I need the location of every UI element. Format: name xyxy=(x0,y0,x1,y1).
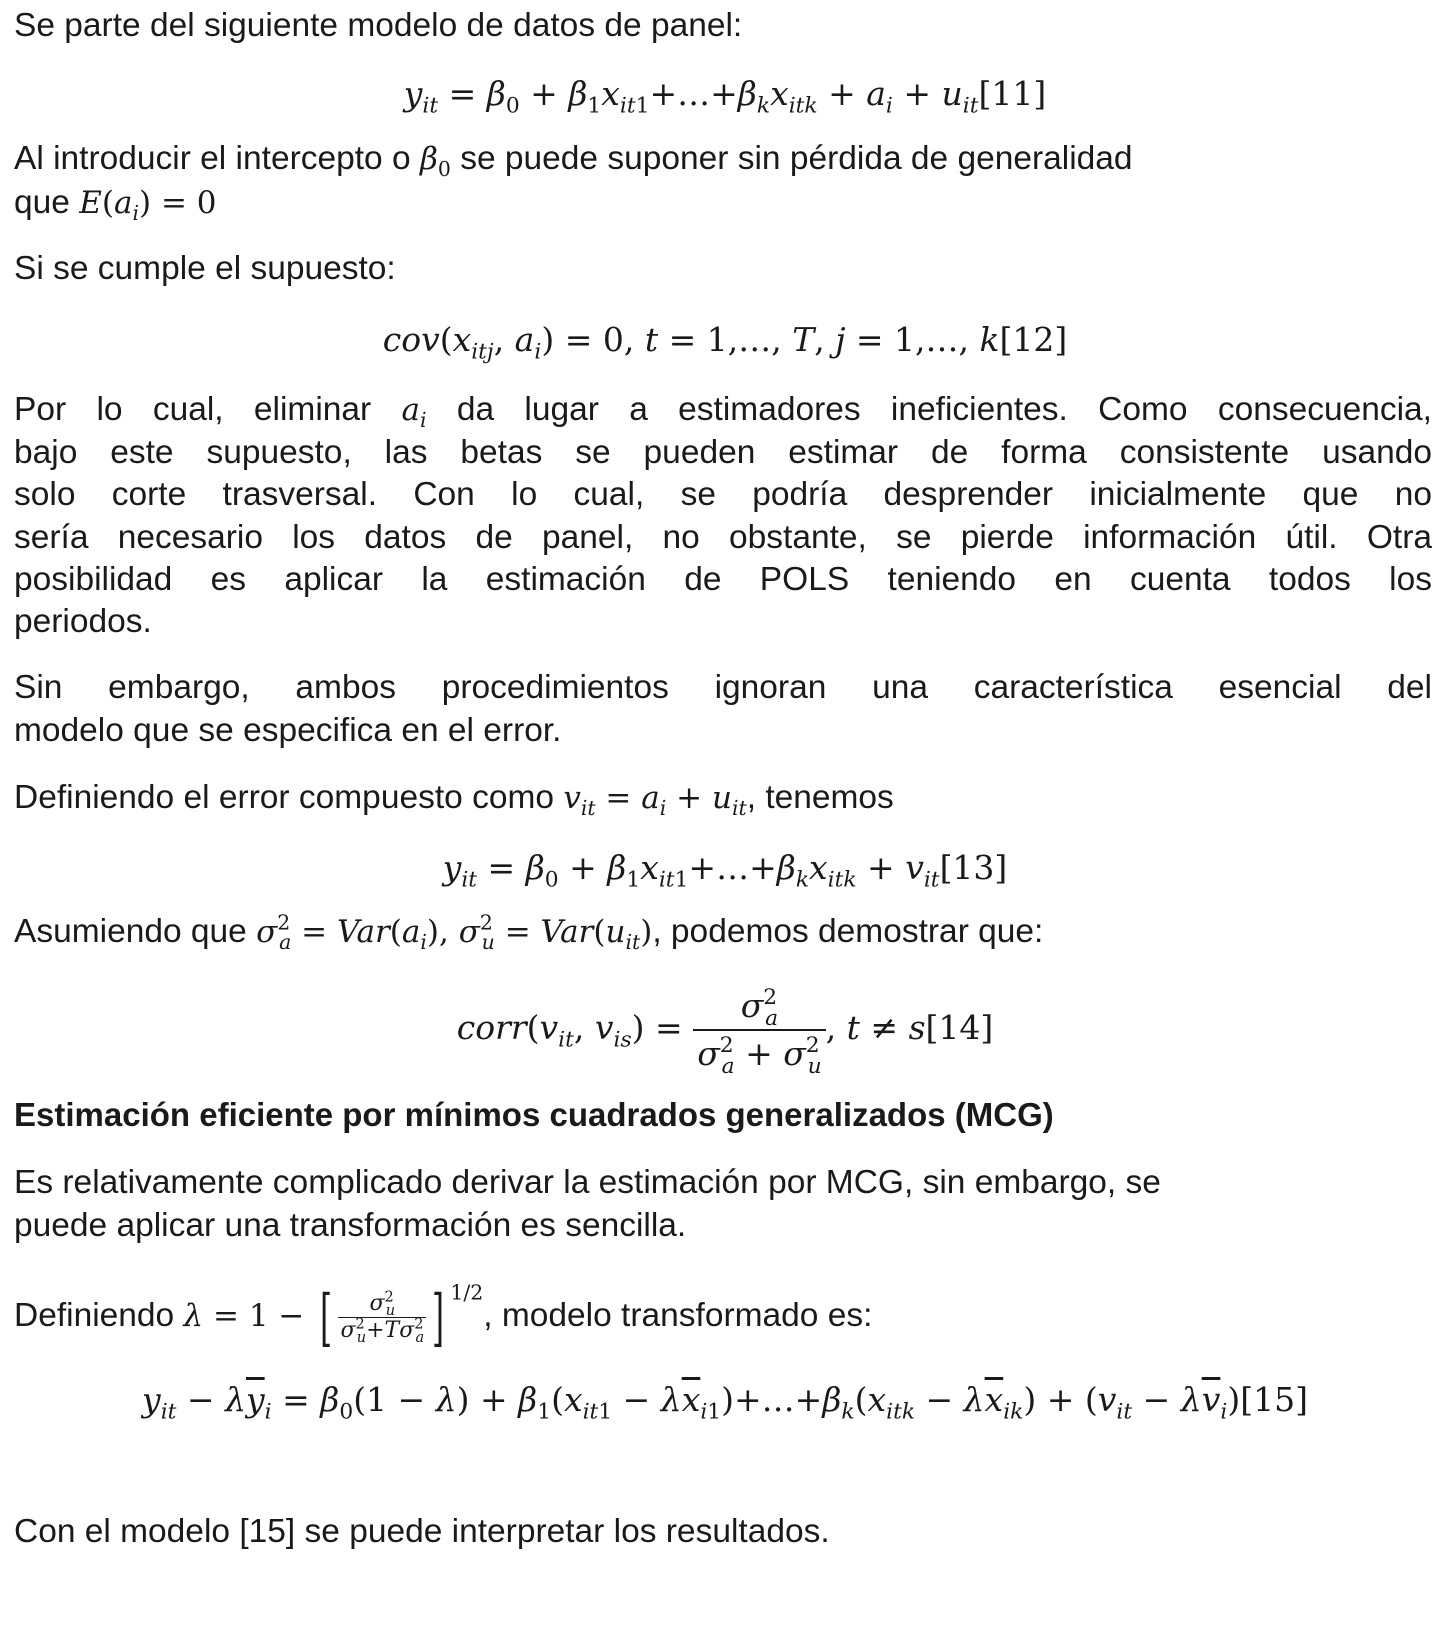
paragraph-ignore-l2: modelo que se especifica en el error. xyxy=(14,712,562,749)
paragraph-lambda-text-b: , modelo transformado es: xyxy=(483,1297,873,1334)
equation-11: $y_{it} = \beta_0$ + $\beta_1x_{it1}+\dots+\beta_kx_{itk} + a_i + u_{it}[11]$ xyxy=(403,74,1047,119)
paragraph-inefficient-l6: periodos. xyxy=(14,603,152,640)
paragraph-inefficient-text-b: da lugar a estimadores ineficientes. Como consecuencia, xyxy=(456,391,1432,428)
equation-14-label: [14] xyxy=(925,1008,994,1047)
paragraph-inefficient-l5: posibilidad es aplicar la estimación de POLS teniendo en cuenta todos los xyxy=(14,561,1432,598)
equation-12: $cov(x_{itj}$, $a_i) = 0$, t = 1,…, T, j = 1,…, k[12] xyxy=(382,320,1068,365)
paragraph-intercept: Al introducir el intercepto o $\beta_0$ se puede suponer sin pérdida de generalidad xyxy=(14,140,1133,182)
paragraph-intercept-text-c: que xyxy=(14,184,70,221)
paragraph-intercept-text-b: se puede suponer sin pérdida de generalidad xyxy=(460,140,1133,177)
paragraph-composite-error: Definiendo el error compuesto como $v_{it} = a_i + u_{it}$, tenemos xyxy=(14,779,894,821)
equation-15-label: [15] xyxy=(1240,1380,1308,1419)
paragraph-conclusion: Con el modelo [15] se puede interpretar los resultados. xyxy=(14,1513,830,1550)
paragraph-intercept-text-a: Al introducir el intercepto o xyxy=(14,140,411,177)
equation-13-label: [13] xyxy=(939,848,1008,887)
paragraph-intercept-line2: que $E(a_i) = 0$ xyxy=(14,184,217,226)
paragraph-lambda: Definiendo λ = 1 − [ $\frac{\sigma^2_u}{\sigma^2_u+T\sigma^2_a}$ ] $^{1/2}$, modelo transformado es: xyxy=(14,1280,873,1354)
paragraph-lambda-text-a: Definiendo xyxy=(14,1297,175,1334)
paragraph-variances-text-b: , podemos demostrar que: xyxy=(652,913,1044,950)
paragraph-ignore-l1: Sin embargo, ambos procedimientos ignoran una característica esencial del xyxy=(14,669,1432,706)
paragraph-assumption: Si se cumple el supuesto: xyxy=(14,250,396,287)
paragraph-inefficient-l4: sería necesario los datos de panel, no obstante, se pierde información útil. Otra xyxy=(14,519,1432,556)
paragraph-mcg-l2: puede aplicar una transformación es sencilla. xyxy=(14,1207,687,1244)
equation-13: $y_{it} = \beta_0$ + $\beta_1x_{it1}+\dots+\beta_kx_{itk} + v_{it}[13]$ xyxy=(442,848,1008,893)
paragraph-inefficient-l2: bajo este supuesto, las betas se pueden estimar de forma consistente usando xyxy=(14,434,1432,471)
equation-14: $corr(v_{it}$, $v_{is}$) = $\frac{\sigma^2_a}{\sigma^2_a + \sigma^2_u}$ , t ≠ s[14] xyxy=(456,984,994,1079)
equation-15: $y_{it} - \lambda\overline{y}_i = \beta_0(1 - \lambda) + \beta_1(x_{it1}$ − $\lambda\overline{x}_{i1})+\dots+\beta_k(x_{itk} - \lambda\overline{x}_{ik}) + (v_{it} - \lambda\overline{v}_i)[15]$ xyxy=(142,1380,1308,1425)
paragraph-variances: Asumiendo que $\sigma^2_a = Var(a_i)$, $\sigma^2_u = Var(u_{it})$, podemos demostrar que: xyxy=(14,910,1044,955)
equation-14-fraction: $\frac{\sigma^2_a}{\sigma^2_a + \sigma^2_u}$ xyxy=(693,983,826,1077)
paragraph-inefficient-l3: solo corte trasversal. Con lo cual, se podría desprender inicialmente que no xyxy=(14,476,1432,513)
paragraph-mcg-l1: Es relativamente complicado derivar la estimación por MCG, sin embargo, se xyxy=(14,1164,1161,1201)
paragraph-composite-text-b: , tenemos xyxy=(746,779,894,816)
section-heading: Estimación eficiente por mínimos cuadrados generalizados (MCG) xyxy=(14,1096,1054,1133)
paragraph-inefficient-l1: Por lo cual, eliminar $a_i$ da lugar a estimadores ineficientes. Como consecuencia, xyxy=(14,391,1432,433)
lambda-fraction: $\frac{\sigma^2_u}{\sigma^2_u+T\sigma^2_a}$ xyxy=(340,1289,425,1347)
paragraph-composite-text-a: Definiendo el error compuesto como xyxy=(14,779,554,816)
equation-11-label: [11] xyxy=(978,74,1047,113)
equation-12-label: [12] xyxy=(999,320,1068,359)
paragraph-variances-text-a: Asumiendo que xyxy=(14,913,247,950)
paragraph-intro: Se parte del siguiente modelo de datos de panel: xyxy=(14,7,743,44)
paragraph-inefficient-text-a: Por lo cual, eliminar xyxy=(14,391,372,428)
